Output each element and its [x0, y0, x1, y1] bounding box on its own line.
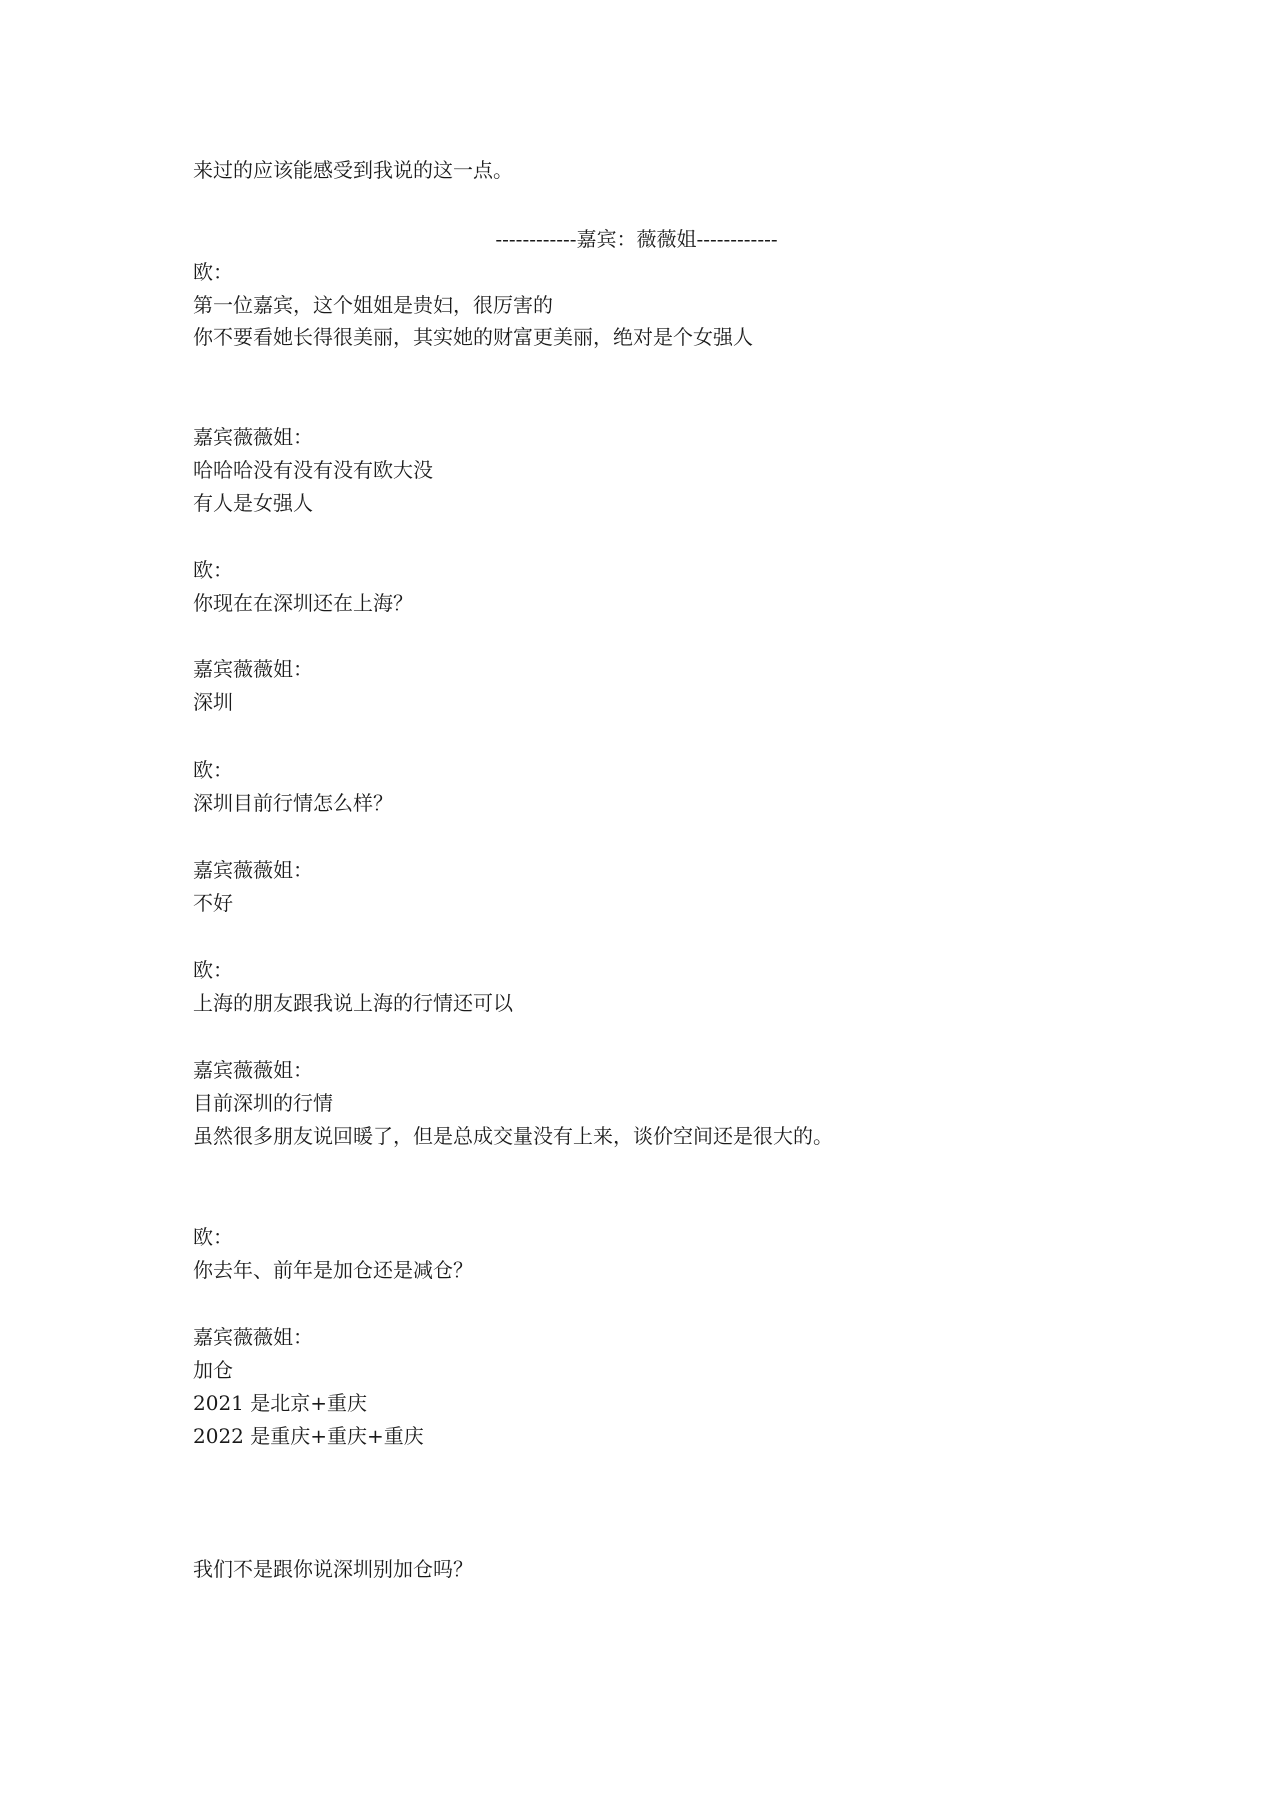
intro-text: 来过的应该能感受到我说的这一点。 — [193, 158, 513, 182]
dialogue-line: 你不要看她长得很美丽，其实她的财富更美丽，绝对是个女强人 — [193, 325, 753, 349]
section-heading: ------------嘉宾：薇薇姐------------ — [495, 227, 778, 251]
dialogue-line: 你去年、前年是加仓还是减仓？ — [193, 1258, 473, 1282]
dialogue-line: 目前深圳的行情 — [193, 1091, 333, 1115]
dialogue-line: 深圳目前行情怎么样？ — [193, 791, 393, 815]
dialogue-line: 你现在在深圳还在上海？ — [193, 591, 413, 615]
speaker-label: 欧： — [193, 260, 233, 284]
speaker-label: 嘉宾薇薇姐： — [193, 425, 313, 449]
speaker-label: 嘉宾薇薇姐： — [193, 1058, 313, 1082]
dialogue-line: 加仓 — [193, 1358, 233, 1382]
speaker-label: 嘉宾薇薇姐： — [193, 858, 313, 882]
dialogue-line: 2021 是北京+重庆 — [193, 1391, 368, 1415]
dialogue-line: 不好 — [193, 891, 233, 915]
speaker-label: 欧： — [193, 758, 233, 782]
closing-question: 我们不是跟你说深圳别加仓吗？ — [193, 1557, 473, 1581]
speaker-label: 嘉宾薇薇姐： — [193, 657, 313, 681]
dialogue-line: 虽然很多朋友说回暖了，但是总成交量没有上来，谈价空间还是很大的。 — [193, 1124, 833, 1148]
speaker-label: 欧： — [193, 558, 233, 582]
dialogue-line: 第一位嘉宾，这个姐姐是贵妇，很厉害的 — [193, 293, 553, 317]
dialogue-line: 上海的朋友跟我说上海的行情还可以 — [193, 991, 513, 1015]
dialogue-line: 深圳 — [193, 690, 233, 714]
speaker-label: 嘉宾薇薇姐： — [193, 1325, 313, 1349]
dialogue-line: 有人是女强人 — [193, 491, 313, 515]
dialogue-line: 2022 是重庆+重庆+重庆 — [193, 1424, 424, 1448]
speaker-label: 欧： — [193, 958, 233, 982]
dialogue-line: 哈哈哈没有没有没有欧大没 — [193, 458, 433, 482]
speaker-label: 欧： — [193, 1225, 233, 1249]
